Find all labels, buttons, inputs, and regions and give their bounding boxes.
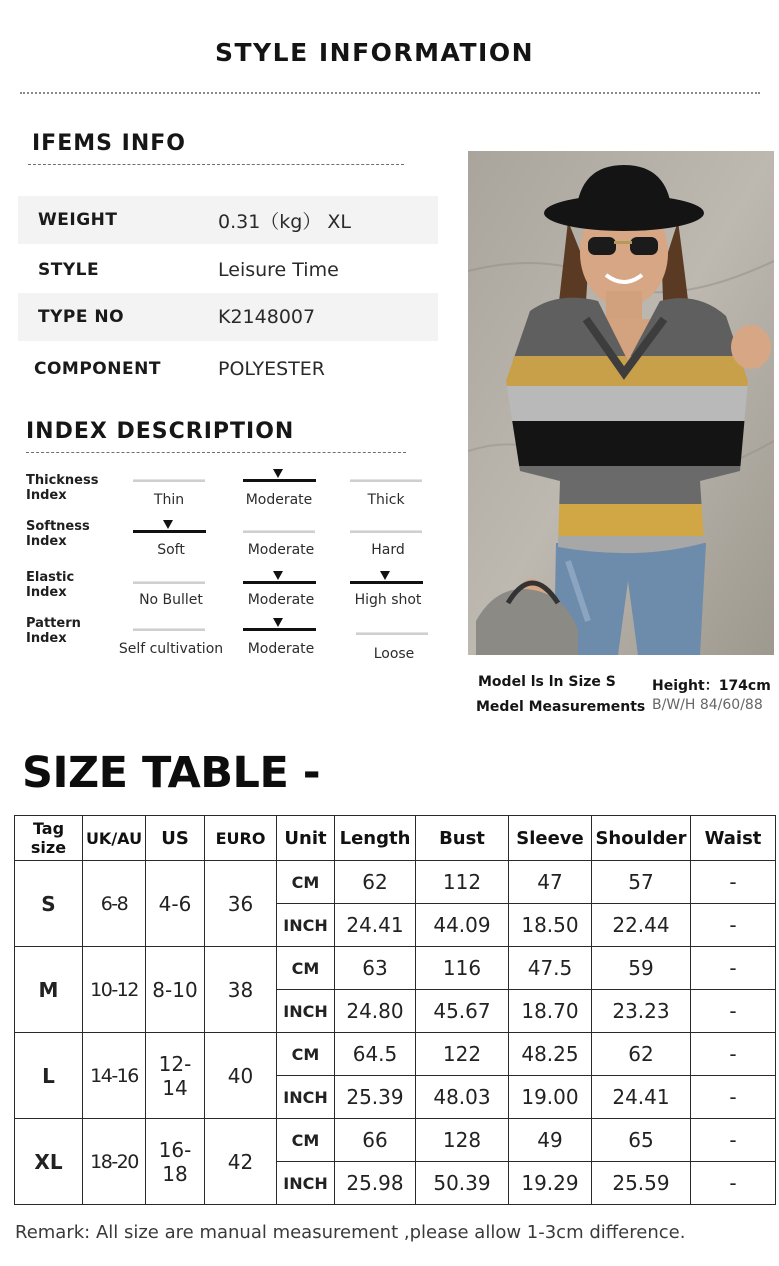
shoulder-cell: 65 [592,1119,691,1162]
index-option-no-bullet: No Bullet [139,592,203,608]
column-header: Shoulder [592,816,691,861]
euro-cell: 38 [205,947,277,1033]
title-divider [20,92,760,94]
shoulder-cell: 59 [592,947,691,990]
info-row-component [18,345,438,393]
index-option-moderate: Moderate [247,592,315,608]
waist-cell: - [691,861,776,904]
selected-marker-icon [380,571,390,580]
index-option-moderate: Moderate [245,492,313,508]
info-key: WEIGHT [38,210,118,230]
index-bar [243,530,315,533]
unit-cell: CM [277,1119,335,1162]
index-option-moderate: Moderate [247,542,315,558]
size-table-header-row [15,816,776,861]
remark-note: Remark: All size are manual measurement ,please allow 1-3cm difference. [15,1222,686,1243]
waist-cell: - [691,947,776,990]
length-cell: 63 [335,947,416,990]
shoulder-cell: 24.41 [592,1076,691,1119]
items-info-heading: IFEMS INFO [32,131,186,156]
selected-marker-icon [273,571,283,580]
index-bar [356,632,428,635]
softness-index-label [26,519,116,549]
shoulder-cell: 23.23 [592,990,691,1033]
index-option-high-shot: High shot [354,592,422,608]
length-cell: 25.39 [335,1076,416,1119]
sleeve-cell: 47 [509,861,592,904]
label-line: Index [26,585,67,600]
column-header: Waist [691,816,776,861]
length-cell: 25.98 [335,1162,416,1205]
length-cell: 24.80 [335,990,416,1033]
index-bar [350,530,422,533]
us-cell: 12-14 [146,1033,205,1119]
index-description-divider [26,452,406,453]
info-key: STYLE [38,260,100,280]
info-value: 0.31（kg） XL [218,210,352,233]
index-option-moderate: Moderate [247,641,315,657]
euro-cell: 36 [205,861,277,947]
sleeve-cell: 19.29 [509,1162,592,1205]
table-row [15,947,776,990]
label-line: Index [26,631,67,646]
thickness-index-label [26,473,116,503]
sleeve-cell: 19.00 [509,1076,592,1119]
model-measurements-label: Medel Measurements [476,699,646,715]
us-cell: 8-10 [146,947,205,1033]
tag-size-cell: S [15,861,83,947]
length-cell: 66 [335,1119,416,1162]
index-bar-selected [133,530,206,533]
shoulder-cell: 25.59 [592,1162,691,1205]
bust-cell: 45.67 [416,990,509,1033]
column-header: UK/AU [83,816,146,861]
uk-au-cell: 18-20 [83,1119,146,1205]
waist-cell: - [691,1119,776,1162]
waist-cell: - [691,1076,776,1119]
sleeve-cell: 49 [509,1119,592,1162]
index-bar-selected [243,581,316,584]
index-option-thick: Thick [367,492,405,508]
page-title: STYLE INFORMATION [215,38,534,67]
index-bar [133,479,205,482]
sleeve-cell: 47.5 [509,947,592,990]
waist-cell: - [691,1162,776,1205]
info-key: COMPONENT [34,359,161,379]
bust-cell: 48.03 [416,1076,509,1119]
selected-marker-icon [273,618,283,627]
info-value: K2148007 [218,306,316,328]
tag-size-cell: XL [15,1119,83,1205]
length-cell: 62 [335,861,416,904]
bust-cell: 128 [416,1119,509,1162]
waist-cell: - [691,990,776,1033]
column-header: Bust [416,816,509,861]
selected-marker-icon [273,469,283,478]
waist-cell: - [691,904,776,947]
unit-cell: CM [277,1033,335,1076]
index-bar [133,628,205,631]
index-bar [350,479,422,482]
length-cell: 64.5 [335,1033,416,1076]
unit-cell: INCH [277,904,335,947]
bust-cell: 122 [416,1033,509,1076]
sleeve-cell: 18.70 [509,990,592,1033]
index-option-soft: Soft [157,542,185,558]
index-bar-selected [243,479,316,482]
height-value: 174cm [718,678,771,694]
model-measurements-value: B/W/H 84/60/88 [652,697,763,713]
column-header: Length [335,816,416,861]
column-header: Tag size [15,816,83,861]
uk-au-cell: 14-16 [83,1033,146,1119]
info-value: POLYESTER [218,358,325,380]
height-label: Height： [652,678,719,694]
shoulder-cell: 22.44 [592,904,691,947]
label-line: Index [26,488,67,503]
model-height-caption [652,675,771,695]
column-header: Sleeve [509,816,592,861]
index-option-hard: Hard [371,542,405,558]
uk-au-cell: 6-8 [83,861,146,947]
index-bar-selected [350,581,423,584]
column-header: Unit [277,816,335,861]
index-description-heading: INDEX DESCRIPTION [26,419,295,444]
tag-size-cell: M [15,947,83,1033]
us-cell: 4-6 [146,861,205,947]
index-option-loose: Loose [373,646,415,662]
label-line: Pattern [26,616,81,631]
items-info-divider [28,164,404,165]
column-header: EURO [205,816,277,861]
shoulder-cell: 57 [592,861,691,904]
sleeve-cell: 18.50 [509,904,592,947]
label-line: Index [26,534,67,549]
label-line: Elastic [26,570,75,585]
size-table [14,815,776,1205]
info-value: Leisure Time [218,259,339,281]
bust-cell: 44.09 [416,904,509,947]
unit-cell: CM [277,861,335,904]
euro-cell: 42 [205,1119,277,1205]
table-row [15,861,776,904]
column-header: US [146,816,205,861]
index-option-thin: Thin [153,492,185,508]
pattern-index-label [26,616,116,646]
index-option-self-cultivation: Self cultivation [118,641,224,657]
bust-cell: 116 [416,947,509,990]
info-row-type-no [18,293,438,341]
bust-cell: 112 [416,861,509,904]
info-row-style [18,246,438,294]
tag-size-cell: L [15,1033,83,1119]
uk-au-cell: 10-12 [83,947,146,1033]
unit-cell: CM [277,947,335,990]
model-size-caption: Model ls ln Size S [478,674,616,690]
model-photo [468,151,774,655]
unit-cell: INCH [277,1162,335,1205]
info-row-weight [18,196,438,244]
waist-cell: - [691,1033,776,1076]
euro-cell: 40 [205,1033,277,1119]
unit-cell: INCH [277,990,335,1033]
bust-cell: 50.39 [416,1162,509,1205]
us-cell: 16-18 [146,1119,205,1205]
table-row [15,1033,776,1076]
length-cell: 24.41 [335,904,416,947]
table-row [15,1119,776,1162]
label-line: Softness [26,519,90,534]
selected-marker-icon [163,520,173,529]
index-bar-selected [243,628,316,631]
label-line: Thickness [26,473,99,488]
elastic-index-label [26,570,116,600]
info-key: TYPE NO [38,307,125,327]
sleeve-cell: 48.25 [509,1033,592,1076]
shoulder-cell: 62 [592,1033,691,1076]
index-bar [133,581,205,584]
unit-cell: INCH [277,1076,335,1119]
size-table-title: SIZE TABLE - [22,748,321,798]
